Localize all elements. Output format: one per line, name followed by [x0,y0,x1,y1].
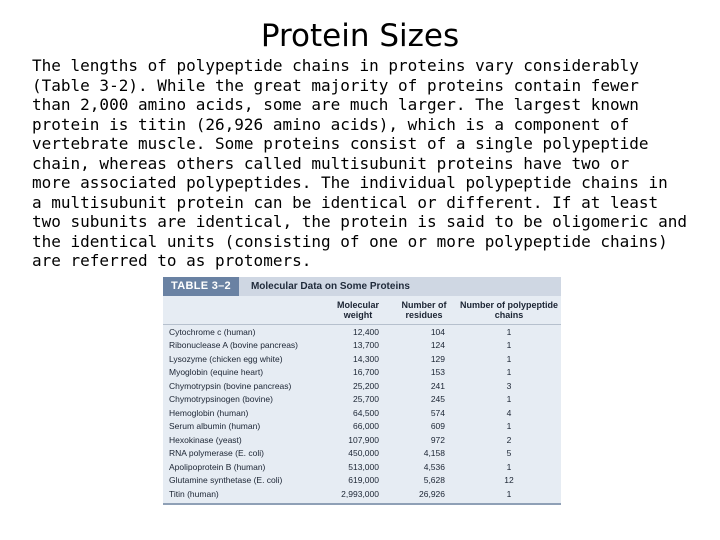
molecular-weight-cell: 25,700 [353,394,379,405]
column-headers [163,296,561,325]
residues-cell: 972 [430,434,445,445]
chains-cell: 1 [506,353,512,364]
molecular-weight-cell: 450,000 [348,448,379,459]
table-row [163,325,561,339]
protein-name-cell: Hemoglobin (human) [169,407,249,418]
chains-cell: 3 [506,380,512,391]
residues-cell: 4,158 [423,448,445,459]
table-row [163,366,561,380]
table-row [163,352,561,366]
body-paragraph: The lengths of polypeptide chains in proteins vary considerably (Table 3-2). While the great majority of proteins contain fewer than 2,000 amino acids, some are much larger. The largest known protein is titin (26,926 amino acids), which is a component of vertebrate muscle. Some proteins consist of a single polypeptide chain, whereas others called multisubunit proteins have two or more associated polypeptides. The individual polypeptide chains in a multisubunit protein can be identical or different. If at least two subunits are identical, the protein is said to be oligomeric and the identical units (consisting of one or more polypeptide chains) are referred to as protomers. [32,56,688,270]
residues-cell: 245 [430,394,445,405]
table-row [163,406,561,420]
table-row [163,433,561,447]
molecular-weight-cell: 107,900 [348,434,379,445]
table-row [163,420,561,434]
chains-cell: 1 [506,340,512,351]
header-chains: Number of polypeptide chains [459,300,558,320]
table-header-bar [163,277,561,296]
table-row [163,393,561,407]
protein-data-table [163,277,561,505]
molecular-weight-cell: 13,700 [353,340,379,351]
protein-name-cell: Serum albumin (human) [169,421,261,432]
molecular-weight-cell: 2,993,000 [341,488,379,499]
chains-cell: 2 [506,434,512,445]
chains-cell: 4 [506,407,512,418]
molecular-weight-cell: 16,700 [353,367,379,378]
chains-cell: 1 [506,367,512,378]
protein-name-cell: RNA polymerase (E. coli) [169,448,264,459]
molecular-weight-cell: 64,500 [353,407,379,418]
residues-cell: 574 [430,407,445,418]
protein-name-cell: Glutamine synthetase (E. coli) [169,475,283,486]
residues-cell: 153 [430,367,445,378]
header-residues: Number of residues [401,300,447,320]
slide-title: Protein Sizes [260,18,460,54]
header-molecular-weight: Molecular weight [336,300,379,320]
molecular-weight-cell: 12,400 [353,326,379,337]
table-row [163,460,561,474]
chains-cell: 1 [506,488,512,499]
chains-cell: 1 [506,421,512,432]
protein-name-cell: Chymotrypsinogen (bovine) [169,394,273,405]
table-rows [163,325,561,501]
protein-name-cell: Ribonuclease A (bovine pancreas) [169,340,298,351]
table-row [163,474,561,488]
table-body [163,296,561,503]
residues-cell: 5,628 [423,475,445,486]
residues-cell: 129 [430,353,445,364]
molecular-weight-cell: 619,000 [348,475,379,486]
residues-cell: 26,926 [419,488,445,499]
chains-cell: 1 [506,394,512,405]
table-row [163,447,561,461]
protein-name-cell: Titin (human) [169,488,219,499]
protein-name-cell: Hexokinase (yeast) [169,434,242,445]
table-row [163,339,561,353]
table-footer-rule [163,503,561,505]
protein-name-cell: Apolipoprotein B (human) [169,461,266,472]
table-title: Molecular Data on Some Proteins [250,281,410,292]
table-label: TABLE 3–2 [163,277,239,296]
chains-cell: 1 [506,326,512,337]
residues-cell: 609 [430,421,445,432]
molecular-weight-cell: 25,200 [353,380,379,391]
chains-cell: 1 [506,461,512,472]
residues-cell: 4,536 [423,461,445,472]
protein-name-cell: Cytochrome c (human) [169,326,256,337]
protein-name-cell: Lysozyme (chicken egg white) [169,353,283,364]
molecular-weight-cell: 14,300 [353,353,379,364]
molecular-weight-cell: 66,000 [353,421,379,432]
residues-cell: 104 [430,326,445,337]
protein-name-cell: Myoglobin (equine heart) [169,367,264,378]
chains-cell: 5 [506,448,512,459]
molecular-weight-cell: 513,000 [348,461,379,472]
table-row [163,379,561,393]
protein-name-cell: Chymotrypsin (bovine pancreas) [169,380,292,391]
table-row [163,487,561,501]
chains-cell: 12 [504,475,514,486]
residues-cell: 124 [430,340,445,351]
residues-cell: 241 [430,380,445,391]
